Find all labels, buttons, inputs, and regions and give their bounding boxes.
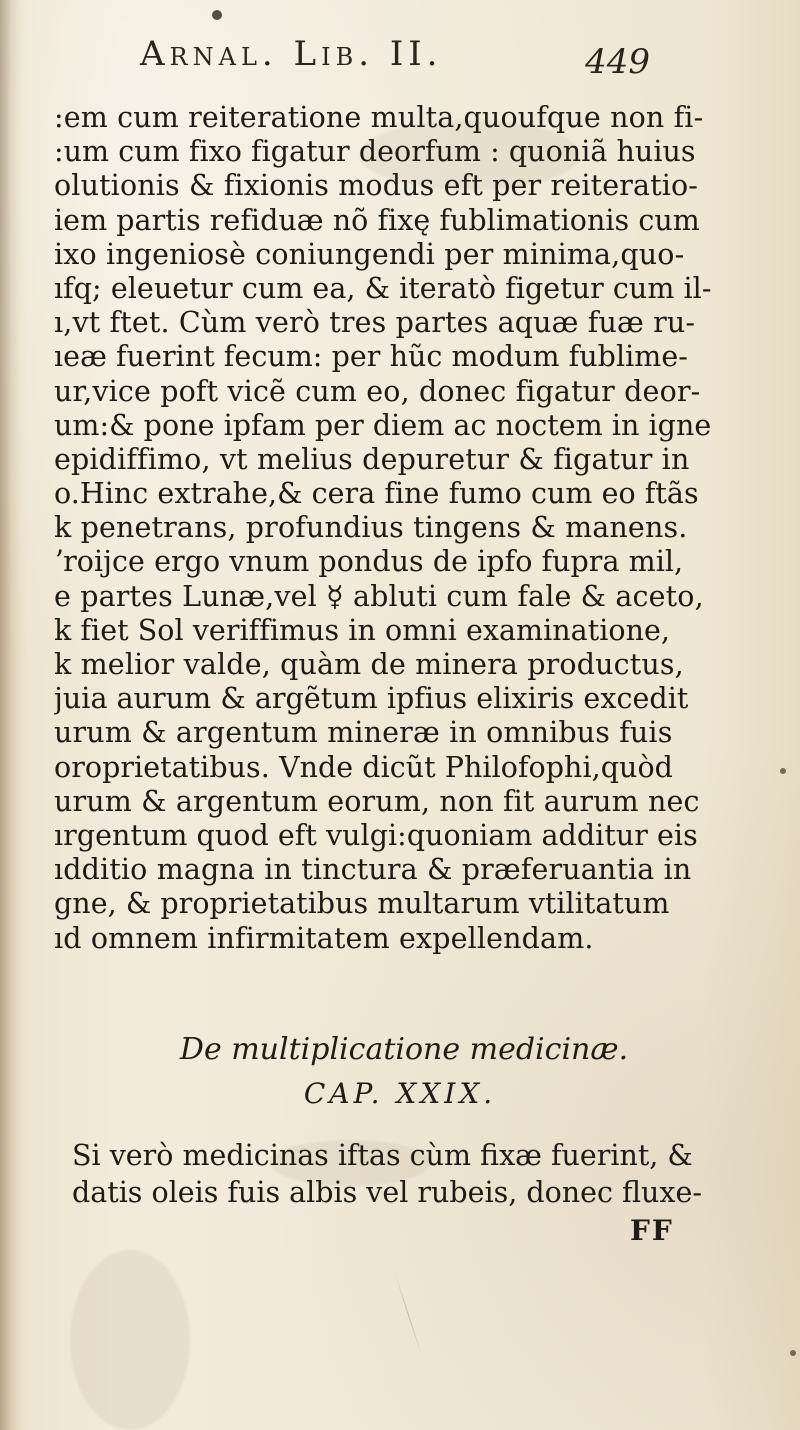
text-line: :um cum fixo figatur deorfum : quoniã huius bbox=[54, 135, 696, 169]
text-line: gne, & proprietatibus multarum vtilitatum bbox=[54, 887, 670, 921]
text-line: urum & argentum mineræ in omnibus fuis bbox=[54, 716, 673, 750]
text-line: epidiffimo, vt melius depuretur & figatur in bbox=[54, 442, 690, 476]
text-line: k melior valde, quàm de minera productus, bbox=[54, 648, 684, 681]
text-line: oroprietatibus. Vnde dicũt Philofophi,quòd bbox=[54, 750, 673, 784]
text-line: urum & argentum eorum, non fit aurum nec bbox=[54, 784, 700, 818]
text-line: ıfq; eleuetur cum ea, & iteratò figetur cum il- bbox=[54, 271, 712, 305]
page-number: 449 bbox=[585, 42, 650, 82]
text-line: ur,vice poft vicẽ cum eo, donec figatur deor- bbox=[54, 374, 701, 408]
text-line: juia aurum & argẽtum ipfius elixiris excedit bbox=[54, 682, 689, 716]
text-line: ı,vt ftet. Cùm verò tres partes aquæ fuæ ru- bbox=[54, 306, 696, 340]
page-header bbox=[140, 34, 650, 90]
text-line: olutionis & fixionis modus eft per reiteratio- bbox=[54, 169, 699, 203]
text-line: ıeæ fuerint fecum: per hũc modum fublime- bbox=[54, 340, 688, 374]
body-text bbox=[54, 101, 762, 956]
paper-stain bbox=[70, 1250, 190, 1430]
section-opening-text bbox=[72, 1137, 762, 1211]
text-line: iem partis refiduæ nõ fixę fublimationis cum bbox=[54, 203, 700, 237]
text-line: ıd omnem infirmitatem expellendam. bbox=[54, 921, 594, 955]
ink-speck bbox=[780, 768, 786, 774]
text-line: k penetrans, profundius tingens & manens. bbox=[54, 511, 688, 545]
text-line: ırgentum quod eft vulgi:quoniam additur eis bbox=[54, 818, 698, 852]
page-binding-shadow bbox=[0, 0, 22, 1430]
ink-speck bbox=[212, 10, 222, 20]
text-line: k fiet Sol veriffimus in omni examinatione, bbox=[54, 613, 671, 647]
text-line: o.Hinc extrahe,& cera fine fumo cum eo ftãs bbox=[54, 477, 699, 511]
text-line: :em cum reiteratione multa,quoufque non fi- bbox=[54, 101, 704, 134]
paper-thread-mark bbox=[394, 1272, 423, 1358]
section-title: De multiplicatione medicinæ. bbox=[179, 1032, 629, 1067]
text-line: e partes Lunæ,vel ☿ abluti cum fale & aceto, bbox=[54, 579, 704, 613]
running-head: Arnal. Lib. II. bbox=[140, 34, 443, 74]
text-line: ıdditio magna in tinctura & præferuantia in bbox=[54, 853, 692, 887]
text-line: ixo ingeniosè coniungendi per minima,quo- bbox=[54, 237, 685, 271]
text-line: datis oleis fuis albis vel rubeis, donec fluxe- bbox=[72, 1176, 702, 1209]
ink-speck bbox=[790, 1350, 796, 1356]
text-line: Si verò medicinas iftas cùm fixæ fuerint, & bbox=[72, 1139, 693, 1172]
signature-mark: FF bbox=[630, 1214, 674, 1247]
chapter-label: CAP. XXIX. bbox=[303, 1077, 497, 1110]
text-line: ʼroijce ergo vnum pondus de ipfo fupra mil, bbox=[54, 545, 684, 579]
text-line: um:& pone ipfam per diem ac noctem in igne bbox=[54, 408, 712, 442]
